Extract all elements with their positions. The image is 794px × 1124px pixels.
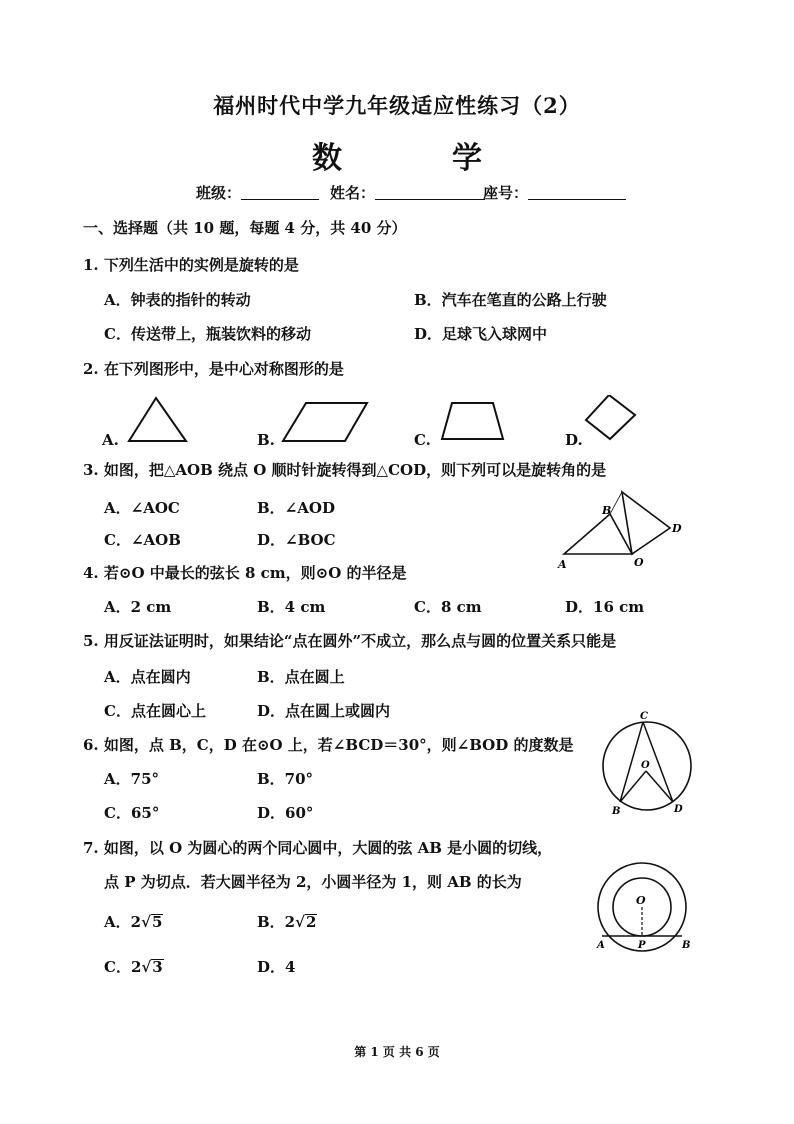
q3-option-a[interactable]: A．∠AOC [104,499,180,517]
q7-option-b-label: B．2 [257,913,296,931]
q3-option-b[interactable]: B．∠AOD [257,499,335,517]
q1-option-a[interactable]: A．钟表的指针的转动 [104,291,251,309]
q2-shapes [120,395,640,447]
q4-option-b[interactable]: B．4 cm [257,598,326,616]
q2-stem: 2. 在下列图形中，是中心对称图形的是 [83,360,344,378]
class-field [196,182,319,203]
subject-title: 数 学 [312,141,522,176]
exam-title: 福州时代中学九年级适应性练习（2） [213,93,581,118]
q7-option-a[interactable] [104,911,163,932]
q3-option-c[interactable]: C．∠AOB [104,531,181,549]
name-label: 姓名： [330,184,376,202]
q7-option-d[interactable]: D．4 [257,958,296,976]
q3-label-o: O [634,556,644,569]
q7-concentric-circles-figure [592,860,696,956]
q6-option-d[interactable]: D．60° [257,804,314,822]
triangle-shape [129,398,186,441]
q7-stem-line2: 点 P 为切点．若大圆半径为 2，小圆半径为 1，则 AB 的长为 [104,873,522,891]
q6-stem: 6. 如图，点 B，C，D 在⊙O 上，若∠BCD＝30°，则∠BOD 的度数是 [83,736,574,754]
q4-stem: 4. 若⊙O 中最长的弦长 8 cm，则⊙O 的半径是 [83,564,407,582]
q5-option-d[interactable]: D．点在圆上或圆内 [257,702,391,720]
seat-blank[interactable] [528,185,626,200]
q3-label-b: B [602,504,612,517]
q2-option-d[interactable]: D. [565,431,583,449]
q4-option-a[interactable]: A．2 cm [104,598,172,616]
q6-label-d: D [674,804,683,815]
q5-option-b[interactable]: B．点在圆上 [257,668,345,686]
q7-option-c-label: C．2 [104,958,142,976]
q1-option-d[interactable]: D．足球飞入球网中 [414,325,548,343]
q6-option-c[interactable]: C．65° [104,804,160,822]
q4-option-d[interactable]: D．16 cm [565,598,645,616]
class-label: 班级： [196,184,242,202]
q7-label-o: O [636,894,646,907]
kite-shape [586,395,635,439]
q3-label-d: D [672,522,682,535]
name-blank[interactable] [375,185,485,200]
q3-stem: 3. 如图，把△AOB 绕点 O 顺时针旋转得到△COD，则下列可以是旋转角的是 [83,461,607,479]
q6-option-b[interactable]: B．70° [257,770,314,788]
q7-option-a-radicand: 5 [151,913,163,931]
q7-label-a: A [597,940,605,951]
q3-label-a: A [558,558,567,570]
q6-circle-figure [596,706,700,818]
q1-option-c[interactable]: C．传送带上，瓶装饮料的移动 [104,325,311,343]
q6-label-o: O [641,760,650,771]
q6-option-a[interactable]: A．75° [104,770,160,788]
seat-field [483,182,626,203]
parallelogram-shape [283,403,367,441]
class-blank[interactable] [241,185,319,200]
q3-rotation-figure [552,484,692,570]
q6-label-b: B [612,806,621,817]
q1-option-b[interactable]: B．汽车在笔直的公路上行驶 [414,291,607,309]
q6-label-c: C [640,711,648,722]
q7-label-p: P [638,940,646,951]
q1-stem: 1. 下列生活中的实例是旋转的是 [83,256,299,274]
sqrt-symbol: √ [141,913,151,931]
q4-option-c[interactable]: C．8 cm [414,598,482,616]
q7-option-c[interactable] [104,956,164,977]
q2-option-b[interactable]: B. [257,431,275,449]
sqrt-symbol: √ [295,913,305,931]
q5-option-c[interactable]: C．点在圆心上 [104,702,206,720]
q2-option-c[interactable]: C. [414,431,431,449]
trapezoid-shape [442,403,503,439]
q5-stem: 5. 用反证法证明时，如果结论“点在圆外”不成立，那么点与圆的位置关系只能是 [83,632,617,650]
seat-label: 座号： [483,184,529,202]
section-heading: 一、选择题（共 10 题，每题 4 分，共 40 分） [83,219,407,237]
q7-option-b-radicand: 2 [305,913,317,931]
q7-label-b: B [682,940,691,951]
q3-option-d[interactable]: D．∠BOC [257,531,336,549]
q7-option-c-radicand: 3 [152,958,163,976]
sqrt-symbol: √ [141,958,152,976]
q2-option-a[interactable]: A. [102,431,119,449]
q5-option-a[interactable]: A．点在圆内 [104,668,191,686]
name-field [330,182,485,203]
q7-option-a-label: A．2 [104,913,142,931]
page-footer: 第 1 页 共 6 页 [354,1045,440,1059]
q7-stem-line1: 7. 如图，以 O 为圆心的两个同心圆中，大圆的弦 AB 是小圆的切线， [83,839,553,857]
q7-option-b[interactable] [257,911,317,932]
